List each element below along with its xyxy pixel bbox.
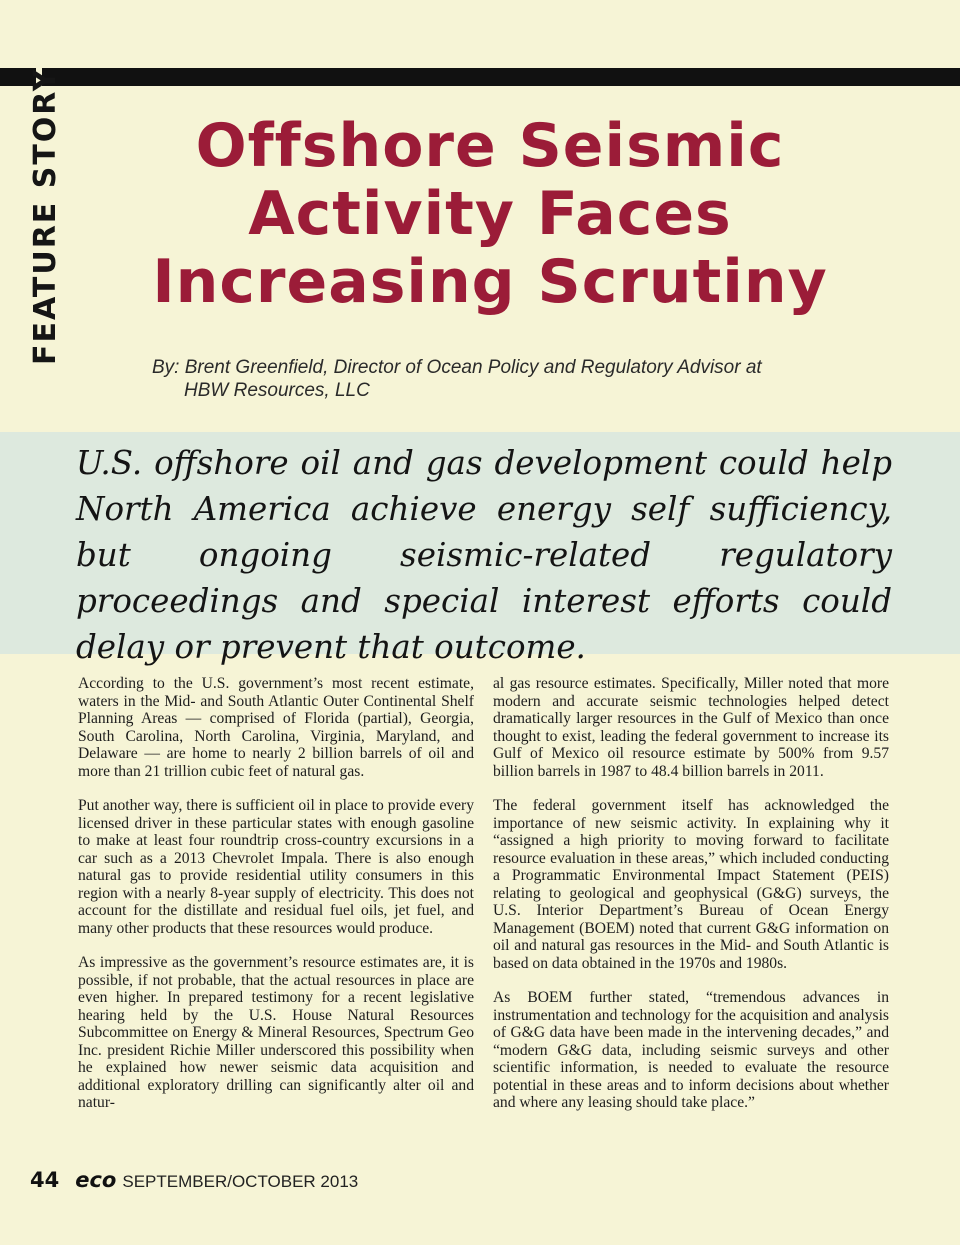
top-rule xyxy=(0,68,960,86)
body-column-right xyxy=(493,675,889,1129)
article-headline: Offshore Seismic Activity Faces Increasing Scrutiny xyxy=(152,111,828,317)
body-paragraph: As impressive as the government’s resource estimates are, it is possible, if not probable, that the actual resources in place are even higher. In prepared testimony for a recent legislative hearing held by the U.S. House Natural Resources Subcommittee on Energy & Mineral Resources, Spectrum Geo Inc. president Richie Miller underscored this possibility when he explained how newer seismic data acquisition and additional exploratory drilling can significantly alter oil and natur- xyxy=(78,954,474,1111)
section-tag: FEATURE STORY xyxy=(28,67,63,365)
issue-date: SEPTEMBER/OCTOBER 2013 xyxy=(122,1172,359,1191)
byline-line-1: By: Brent Greenfield, Director of Ocean Policy and Regulatory Advisor at xyxy=(152,357,762,378)
page-footer xyxy=(30,1168,358,1194)
body-paragraph: Put another way, there is sufficient oil in place to provide every licensed driver in these particular states with enough gasoline to make at least four roundtrip cross-country excursions in a car such as a 2013 Chevrolet Impala. There is also enough natural gas to provide residential utility consumers in this region with a nearly 8-year supply of electricity. This does not account for the distillate and residual fuel oils, jet fuel, and many other products that these resources would produce. xyxy=(78,797,474,937)
body-paragraph: According to the U.S. government’s most recent estimate, waters in the Mid- and South Atlantic Outer Continental Shelf Planning Areas — comprised of Florida (partial), Georgia, South Carolina, North Carolina, Virginia, Maryland, and Delaware — are home to nearly 2 billion barrels of oil and more than 21 trillion cubic feet of natural gas. xyxy=(78,675,474,780)
body-column-left xyxy=(78,675,474,1129)
byline-line-2: HBW Resources, LLC xyxy=(184,380,370,401)
publication-logo: eco xyxy=(75,1168,117,1192)
byline xyxy=(152,356,852,402)
body-paragraph: As BOEM further stated, “tremendous advances in instrumentation and technology for the acquisition and analysis of G&G data have been made in the intervening decades,” and “modern G&G data, including seismic surveys and other scientific information, is needed to evaluate the resource potential in these areas and to inform decisions about whether and where any leasing should take place.” xyxy=(493,989,889,1111)
article-deck: U.S. offshore oil and gas development could help North America achieve energy self sufficiency, but ongoing seismic-related regulatory proceedings and special interest efforts could delay or prevent that outcome. xyxy=(76,444,892,666)
body-paragraph: al gas resource estimates. Specifically, Miller noted that more modern and accurate seismic technologies helped detect dramatically larger resources in the Gulf of Mexico than once thought to exist, leading the federal government to increase its Gulf of Mexico oil resource estimate by 500% from 9.57 billion barrels in 1987 to 48.4 billion barrels in 2011. xyxy=(493,675,889,780)
body-paragraph: The federal government itself has acknowledged the importance of new seismic activity. In explaining why it “assigned a high priority to moving forward to facilitate resource evaluation in these areas,” which included conducting a Programmatic Environmental Impact Statement (PEIS) relating to geological and geophysical (G&G) surveys, the U.S. Interior Department’s Bureau of Ocean Energy Management (BOEM) noted that current G&G information on oil and natural gas resources in the Mid- and South Atlantic is based on data obtained in the 1970s and 1980s. xyxy=(493,797,889,972)
page-number: 44 xyxy=(30,1168,60,1192)
